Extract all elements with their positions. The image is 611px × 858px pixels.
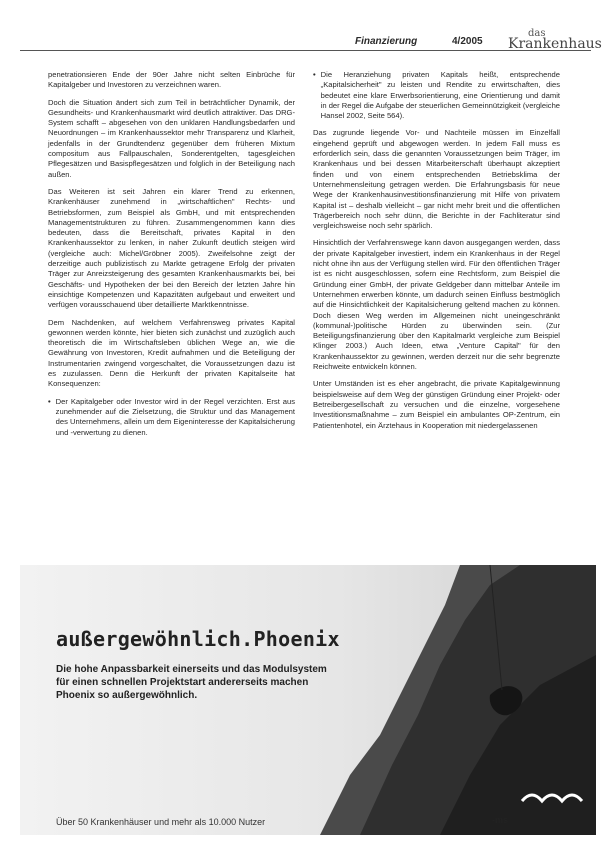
paragraph: Hinsichtlich der Verfahrenswege kann davon ausgegangen werden, dass der private Kapitalgeber investiert, indem ein Krankenhaus in der Regel nicht ohne ihn aus der Verfügung stellen wird. Für den öffentlichen Träger ist es nicht ausgeschlossen, sofern eine Rechtsform, zum Beispiel die Gründung einer GmbH, der private Geldgeber dann mittelbar Anteile im Unternehmen erwerben könnte, um dadurch seinen Einfluss bestmöglich auf die Hinsichtlichkeit der Kapitalsicherung geltend machen zu können. Doch diesen Weg werden im Allgemeinen nicht uneingeschränkt (kommunal-)politische Hürden zu überwinden sein. (Zur Beteiligungsfinanzierung über den Kapitalmarkt vergleiche zum Beispiel Klinger 2003.) Auch Ideen, etwa „Venture Capital" für den Krankenhaussektor zu gewinnen, werden derzeit nur die sehr begrenzte Reichweite entwickeln können.	[313, 238, 560, 372]
paragraph: Doch die Situation ändert sich zum Teil in beträchtlicher Dynamik, der Gesundheits- und Krankenhausmarkt wird deutlich attraktiver. Das DRG-System schafft – abgesehen von den unklaren Handlungsbedarfen und Neuordnungen – im Krankenhaussektor mehr Transparenz und Klarheit, jedenfalls in der Grundtendenz gegenüber dem früheren Mixtum compositum aus Fallpauschalen, Sonderentgelten, tagesgleichen Pflegesätzen und Basispflegesätzen und folglich in der Beteiligung nach außen.	[48, 97, 295, 179]
paragraph: Unter Umständen ist es eher angebracht, die private Kapitalgewinnung beispielsweise auf dem Weg der günstigen Gründung einer Projekt- oder Betreibergesellschaft zu versuchen und die einzelne, vorgesehene Investitionsmaßnahme – zum Beispiel ein ambulantes OP-Zentrum, ein Patientenhotel, ein Ärztehaus in Kooperation mit niedergelassenen	[313, 379, 560, 430]
bullet-text: Der Kapitalgeber oder Investor wird in der Regel verzichten. Erst aus zunehmender auf die Zielsetzung, die Struktur und das Management des Unternehmens, allein um dem Eigeninteresse der Kapitalsicherung und -verwertung zu dienen.	[55, 396, 296, 437]
issue-number: 4/2005	[452, 36, 483, 47]
ad-footer: Über 50 Krankenhäuser und mehr als 10.000 Nutzer	[56, 817, 266, 827]
bullet-item	[48, 397, 295, 438]
magazine-name: Krankenhaus	[508, 36, 602, 52]
paragraph: Das zugrunde liegende Vor- und Nachteile müssen im Einzelfall eingehend geprüft und abgewogen werden. In jedem Fall muss es erforderlich sein, dass die genannten Voraussetzungen beim Träger, im Krankenhaus und bei dessen Mitarbeiterschaft überhaupt akzeptiert finden und von einem entsprechenden Betriebsklima der Unternehmensleitung getragen werden. Die Erfahrungsbasis für neue Wege der Krankenhausinvestitionsfinanzierung mit Hilfe von privatem Kapital ist – deshalb vielleicht – gar nicht mehr breit und die offentlichen Trägerbereich noch sehr dünn, die Berichte in der Fachliteratur sind vergleichsweise noch sehr spärlich.	[313, 128, 560, 231]
bullet-icon: •	[313, 70, 316, 79]
paragraph: Das Weiteren ist seit Jahren ein klarer Trend zu erkennen, Krankenhäuser zunehmend in „wirtschaftlichen" Rechts- und Betriebsformen, zum Beispiel als GmbH, und mit entsprechenden Managementstrukturen zu führen. Zusammengenommen kann dies bedeuten, dass die Bereitschaft, privates Kapital in den Krankenhaussektor zu lenken, in naher Zukunft deutlich steigen wird (vergleiche auch: Michel/Gröbner 2005). Zweifelsohne zeigt der derzeitige auch publizistisch zu Markte getragene Erfolg der privaten Träger zur Anreizsteigerung des gesamten Krankenhausmarkts bei, bei Geschäfts- und Hypotheken der bei den Bereich der letzten Jahre hin einsichtige Kompetenzen und Kapazitäten aufgebaut und erweitert und verfügen vorausschauend über detaillierte Marktkenntnisse.	[48, 186, 295, 310]
ad-headline: außergewöhnlich.Phoenix	[56, 627, 340, 651]
ad-body-text: Die hohe Anpassbarkeit einerseits und das Modulsystem für einen schnellen Projektstart andererseits machen Phoenix so außergewöhnlich.	[56, 664, 327, 701]
left-text-column	[48, 70, 295, 445]
page-header	[20, 28, 602, 66]
paragraph: Dem Nachdenken, auf welchem Verfahrensweg privates Kapital gewonnen werden könnte, hier bieten sich zunächst und zuzüglich auch theoretisch die im Wirtschaftsleben üblichen Wege an, wie die Gewährung von Investoren, Kredit aufnahmen und die Beteiligung der Instrumentarien zwingend vorgeschaltet, die Voraussetzungen dazu ist es zuzulassen. Denn die Herkunft der privaten Kapitalseite hat Konsequenzen:	[48, 317, 295, 389]
header-rule	[20, 50, 591, 51]
bullet-item	[313, 70, 560, 121]
brand-logo: -ms	[492, 815, 509, 825]
paragraph: penetrationsieren Ende der 90er Jahre nicht selten Einbrüche für Kapitalgeber und Investoren zu verzeichnen waren.	[48, 70, 295, 90]
magazine-name-small: das	[528, 28, 546, 39]
wave-logo-icon	[520, 787, 586, 809]
advertisement	[20, 565, 596, 835]
right-text-column	[313, 70, 560, 438]
bullet-text: Die Heranziehung privaten Kapitals heißt, entsprechende „Kapitalsicherheit" zu leisten und Rendite zu erwirtschaften, dies bedeutet eine klare Erwerbsorientierung, eine Orientierung und damit in der Regel die Aufgabe der steuerlichen Gemeinnützigkeit (vergleiche Hansel 2002, Seite 564).	[320, 70, 561, 121]
section-title: Finanzierung	[355, 36, 418, 47]
bullet-icon: •	[48, 396, 51, 406]
